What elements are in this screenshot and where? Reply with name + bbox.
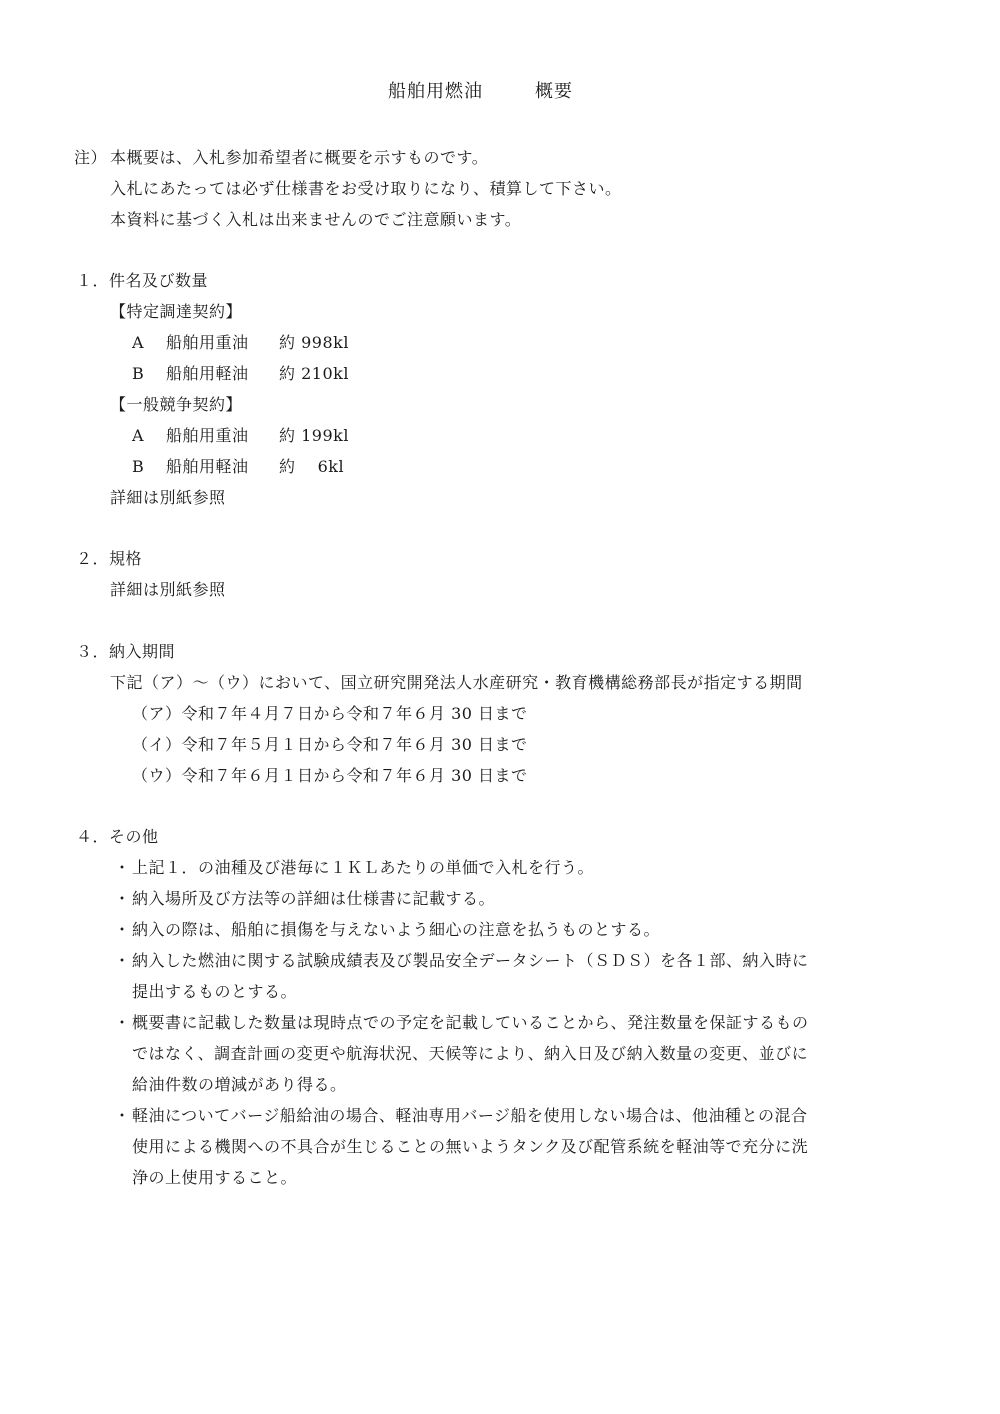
note-line-1: 本概要は、入札参加希望者に概要を示すものです。 bbox=[110, 148, 489, 167]
item-qty: 約 998kl bbox=[279, 333, 349, 352]
section1-detail: 詳細は別紙参照 bbox=[110, 488, 226, 507]
section4-bullet-6-line-3: 浄の上使用すること。 bbox=[132, 1168, 298, 1187]
section4-bullet-mark: ・ bbox=[114, 858, 131, 877]
section4-bullet-1: 上記１．の油種及び港毎に１ＫＬあたりの単価で入札を行う。 bbox=[132, 858, 595, 877]
title-part1: 船舶用燃油 bbox=[388, 81, 483, 102]
section1-group2-label: 【一般競争契約】 bbox=[110, 395, 243, 414]
section4-bullet-4-line-2: 提出するものとする。 bbox=[132, 982, 298, 1001]
section3-period-a: （ア）令和７年４月７日から令和７年６月 30 日まで bbox=[132, 704, 528, 723]
section4-bullet-mark: ・ bbox=[114, 920, 131, 939]
section3-period-u: （ウ）令和７年６月１日から令和７年６月 30 日まで bbox=[132, 766, 528, 785]
section4-bullet-mark: ・ bbox=[114, 1106, 131, 1125]
section1-heading: １．件名及び数量 bbox=[76, 271, 209, 290]
section1-group1-item-b bbox=[132, 364, 349, 384]
title-part2: 概要 bbox=[535, 81, 573, 102]
item-qty: 約 6kl bbox=[279, 457, 345, 476]
item-letter: B bbox=[132, 364, 145, 383]
section4-bullet-3: 納入の際は、船舶に損傷を与えないよう細心の注意を払うものとする。 bbox=[132, 920, 661, 939]
section4-bullet-5-line-2: ではなく、調査計画の変更や航海状況、天候等により、納入日及び納入数量の変更、並びに bbox=[132, 1044, 809, 1063]
section1-group1-item-a bbox=[132, 333, 349, 353]
section4-bullet-6-line-1: 軽油についてバージ船給油の場合、軽油専用バージ船を使用しない場合は、他油種との混合 bbox=[132, 1106, 808, 1125]
section3-heading: ３．納入期間 bbox=[76, 642, 176, 661]
item-letter: A bbox=[132, 426, 145, 445]
item-letter: A bbox=[132, 333, 145, 352]
note-prefix: 注） bbox=[74, 148, 108, 167]
item-name: 船舶用重油 bbox=[166, 426, 249, 445]
section3-intro: 下記（ア）～（ウ）において、国立研究開発法人水産研究・教育機構総務部長が指定する期間 bbox=[110, 673, 803, 692]
item-qty: 約 199kl bbox=[279, 426, 349, 445]
section4-bullet-mark: ・ bbox=[114, 889, 131, 908]
section4-bullet-mark: ・ bbox=[114, 951, 131, 970]
section1-group1-label: 【特定調達契約】 bbox=[110, 302, 243, 321]
section4-bullet-2: 納入場所及び方法等の詳細は仕様書に記載する。 bbox=[132, 889, 496, 908]
section3-period-i: （イ）令和７年５月１日から令和７年６月 30 日まで bbox=[132, 735, 528, 754]
section4-bullet-6-line-2: 使用による機関への不具合が生じることの無いようタンク及び配管系統を軽油等で充分に洗 bbox=[132, 1137, 809, 1156]
section1-group2-item-a bbox=[132, 426, 349, 446]
note-line-2: 入札にあたっては必ず仕様書をお受け取りになり、積算して下さい。 bbox=[110, 179, 622, 198]
section1-group2-item-b bbox=[132, 457, 345, 477]
item-name: 船舶用軽油 bbox=[166, 364, 249, 383]
section4-bullet-5-line-3: 給油件数の増減があり得る。 bbox=[132, 1075, 347, 1094]
document-title bbox=[388, 82, 573, 102]
section2-heading: ２．規格 bbox=[76, 549, 143, 568]
section4-bullet-4-line-1: 納入した燃油に関する試験成績表及び製品安全データシート（ＳＤＳ）を各１部、納入時に bbox=[132, 951, 809, 970]
item-qty: 約 210kl bbox=[279, 364, 349, 383]
item-name: 船舶用軽油 bbox=[166, 457, 249, 476]
section4-bullet-5-line-1: 概要書に記載した数量は現時点での予定を記載していることから、発注数量を保証するもの bbox=[132, 1013, 809, 1032]
section4-heading: ４．その他 bbox=[76, 827, 159, 846]
section4-bullet-mark: ・ bbox=[114, 1013, 131, 1032]
item-letter: B bbox=[132, 457, 145, 476]
note-line-3: 本資料に基づく入札は出来ませんのでご注意願います。 bbox=[110, 210, 522, 229]
section2-detail: 詳細は別紙参照 bbox=[110, 580, 226, 599]
item-name: 船舶用重油 bbox=[166, 333, 249, 352]
